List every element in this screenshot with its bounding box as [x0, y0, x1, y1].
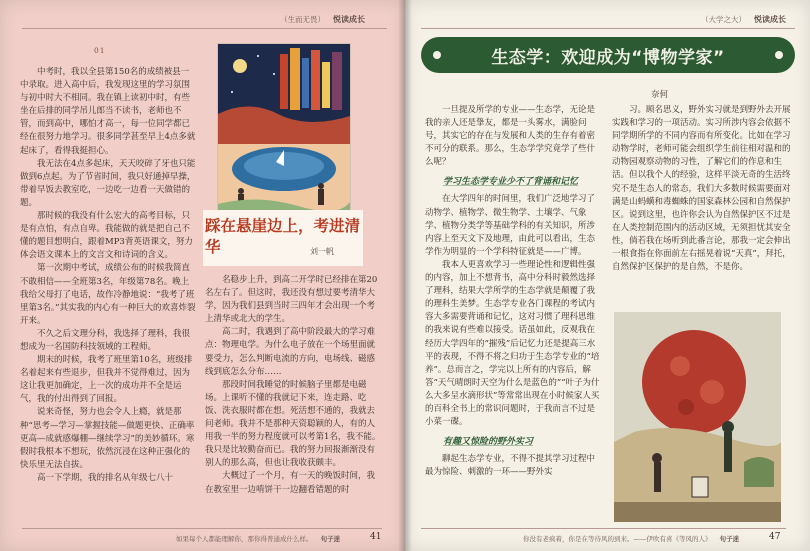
body-paragraph: 那时候的我没有什么宏大的高考目标，只是有点怕，有点自卑。我能做的就是把自己不懂的题目想明白，跟着MP3背英语课文，努力体会语文课本上的文言文和诗词的含义。	[20, 211, 193, 261]
right-section-label: （大学之大）	[701, 15, 746, 24]
right-brand: 悦读成长	[754, 14, 786, 24]
page-marker: 01	[94, 46, 106, 55]
article-illustration	[217, 43, 351, 225]
body-paragraph: 一旦提及所学的专业——生态学，无论是我的亲人还是挚友，都是一头雾水，满脸问号，其实它的存在与发展和人类的生存有着密不可分的联系。那么，生态学学究竟学了些什么呢？	[425, 105, 596, 168]
article-title: 踩在悬崖边上，考进清华	[205, 217, 361, 256]
left-footer-quote	[176, 534, 340, 543]
section-subheading: 学习生态学专业少不了背诵和记忆	[443, 177, 579, 188]
body-paragraph: 中考时，我以全县第150名的成绩被县一中录取。进入高中后，我发现这里的学习氛围与初中时大不相同。我在镇上读初中时，有些坐在后排的同学吊儿郎当不读书，老师也不管，而到高中，哪怕才高一，每一位同学都已经在很努力地学习。很多同学甚至早上4点多就起床了，看得我挺担心。	[20, 67, 196, 156]
right-footer-rule	[421, 528, 786, 529]
body-paragraph: 名稳步上升，到高二开学时已经排在第20名左右了。但这时，我还没有想过要考清华大学，因为我们县到当时三四年才会出现一个考上清华或北大的学生。	[205, 275, 378, 325]
body-paragraph: 高一下学期，我的排名从年级七八十	[37, 472, 174, 483]
book-spine-shadow	[398, 0, 412, 551]
body-paragraph: 习。顾名思义，野外实习就是到野外去开展实践和学习的一项活动。实习所涉内容会依据不同学期所学的不同内容而有所变化。比如在学习动物学时，老师可能会组织学生前往相对温和的动物园观察动物的习性，了解它们的作息和生活。但以我个人的经验，这样平淡无奇的生活终究不是生态人的常态，我们大多数时候需要面对满是山蚂蟥和毒蜘蛛的国家森林公园和自然保护区。说到这里，也许你会认为自然保护区不过是在人类控制范围内的活动区域，无须担忧其安全性，倘若我在场听到此番言论，那我一定会伸出一根食指在你面前左右摇晃着说“天真”，拜托，自然保护区保护的是自然，不是你。	[612, 105, 791, 273]
left-column-2	[205, 274, 383, 519]
right-page	[405, 0, 810, 551]
left-running-head	[280, 14, 365, 25]
body-paragraph: 聊起生态学专业，不得不提其学习过程中最为惊险、刺激的一环——野外实	[425, 454, 596, 478]
left-footer-rule	[22, 528, 382, 529]
banner-title: 生态学：欢迎成为“博物学家”	[491, 47, 725, 68]
body-paragraph: 我无法在4点多起床，天天咬碎了牙也只能做到6点起。为了节省时间，我只好通掉早操，带着早饭去教室吃，一边吃一边看一天做错的题。	[20, 158, 196, 208]
body-paragraph: 期末的时候，我考了班里第10名，班级排名着起来有些退步，但我并不觉得难过，因为这让我更加确定，上一次的成功并不全是运气，我的付出得到了回报。	[20, 355, 193, 405]
right-column-1	[425, 104, 603, 522]
right-page-number: 47	[769, 532, 781, 542]
body-paragraph: 那段时间我睡觉的时候脑子里都是电磁场。上课听不懂的我就记下来，连走路、吃饭、洗衣服时都在想。死活想不通的，我就去问老师。我并不是那种天资聪颖的人，有的人用我一半的努力程度就可以考第1名，我不能。我只是比较勤奋而已。我的努力回报渐渐没有别人的那么高，但也让我收获颇丰。	[205, 379, 381, 469]
illustration-graphic-2	[614, 312, 781, 522]
right-head-rule	[421, 28, 795, 29]
left-brand: 悦读成长	[333, 14, 365, 24]
right-article-author: 奈何	[651, 90, 669, 100]
field-trip-illustration	[614, 312, 781, 522]
left-column-1	[20, 66, 196, 516]
left-page-number: 41	[370, 532, 382, 542]
body-paragraph: 第一次期中考试，成绩公布的时候我简直不敢相信——全班第3名，年级第78名。晚上我给父母打了电话，故作冷静地说：“我考了班里第3名。”其实我的内心有一种巨大的欢喜炸裂开来。	[20, 263, 196, 326]
section-subheading: 有趣又惊险的野外实习	[443, 437, 534, 448]
illustration-graphic	[218, 44, 350, 224]
body-paragraph: 高二时，我遇到了高中阶段最大的学习难点：物理电学。为什么电子放在一个场里面就要受力，怎么判断电流的方向，电场线、磁感线到底怎么分布……	[205, 327, 376, 377]
right-footer-brand: 句子迷	[719, 535, 740, 543]
right-footer-quote	[523, 534, 739, 543]
body-paragraph: 不久之后文理分科，我选择了理科，我很想成为一名国防科技领域的工程师。	[20, 328, 191, 352]
left-footer-quote-text: 如果每个人都能理解你，那你得普通成什么样。	[176, 535, 313, 543]
left-footer-brand: 句子迷	[320, 535, 341, 543]
article-author: 刘一帆	[310, 247, 334, 256]
left-head-rule	[22, 28, 387, 29]
left-section-label: （生而无畏）	[280, 15, 325, 24]
body-paragraph: 我本人更喜欢学习一些理论性和逻辑性强的内容，加上不想背书，高中分科时毅然选择了理科，结果大学所学的生态学就是颠覆了我的理科生美梦。生态学专业各门课程的考试内容大多需要背诵和记忆，这对习惯了理科思维的我来说有些难以接受。话虽如此，反观我在经历大学四年的“摧残”后记忆力还是提高三水平的表现，不得不将之归功于生态学专业的“培养”。总而言之，学完以上所有的内容后，解答“天气晴朗时天空为什么是蓝色的”“叶子为什么大多呈水滴形状”等常常出现在小时候家人买的百科全书上的常识问题时，于我而言不过是小菜一碟。	[425, 259, 600, 428]
right-running-head	[701, 14, 786, 25]
body-paragraph: 大概过了一个月，有一天的晚饭时间，我在教室里一边啃饼干一边翻看错题的时	[205, 471, 376, 495]
right-footer-quote-text: 你没有老疯着，你是在等待风的到来。——伊吹有喜《等风的人》	[523, 535, 712, 543]
right-column-2	[612, 104, 792, 304]
body-paragraph: 说来奇怪，努力也会令人上瘾，就是那种“思考—学习—掌握技能—做题更快、正确率更高—成就感爆棚—继续学习”的美妙循环。寒假时我根本不想玩，依然沉浸在这种正强化的快乐里无法自拔。	[20, 407, 195, 470]
body-paragraph: 在大学四年的时间里，我们广泛地学习了动物学、植物学、微生物学、土壤学、气象学、植物分类学等基础学科的有关知识，所涉内容上至天文下及地理，由此可以看出，生态学作为明显的一个学科特征就是——广博。	[425, 194, 596, 257]
